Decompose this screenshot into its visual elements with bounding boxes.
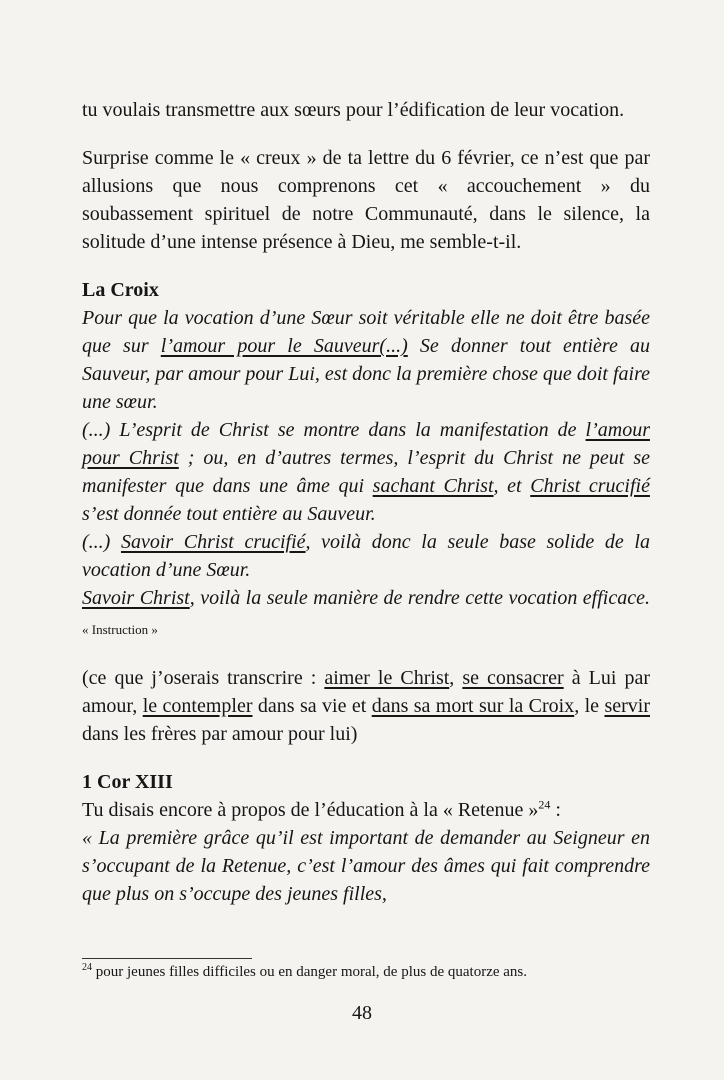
- quote-paragraph-4: Savoir Christ, voilà la seule manière de rendre cette vocation efficace. « Instruction »: [82, 587, 650, 637]
- quote-retenue: « La première grâce qu’il est important de demander au Seigneur en s’occupant de la Retenue, c’est l’amour des âmes qui fait comprendre que plus on s’occupe des jeunes filles,: [82, 827, 650, 905]
- quote-paragraph-3: (...) Savoir Christ crucifié, voilà donc la seule base solide de la vocation d’une Sœur.: [82, 531, 650, 581]
- quote-source: « Instruction »: [82, 622, 158, 637]
- quote-paragraph-1: Pour que la vocation d’une Sœur soit véritable elle ne doit être basée que sur l’amour pour le Sauveur(...) Se donner tout entière au Sauveur, par amour pour Lui, est donc la première chose que doit faire une sœur.: [82, 307, 650, 413]
- footnote: $^{24}$ pour jeunes filles difficiles ou en danger moral, de plus de quatorze ans.: [82, 962, 528, 980]
- paragraph-retenue: Tu disais encore à propos de l’éducation à la « Retenue »$^{24}$ :: [82, 797, 561, 821]
- page-body: [82, 96, 650, 908]
- paragraph-intro-1: tu voulais transmettre aux sœurs pour l’édification de leur vocation.: [82, 99, 625, 121]
- page-number: 48: [352, 1002, 372, 1024]
- footnote-rule: [82, 958, 252, 959]
- paragraph-intro-2: Surprise comme le « creux » de ta lettre du 6 février, ce n’est que par allusions que nous comprenons cet « accouchement » du soubassement spirituel de notre Communauté, dans le silence, la solitude d’une intense présence à Dieu, me semble-t-il.: [82, 147, 650, 253]
- quote-paragraph-2: (...) L’esprit de Christ se montre dans la manifestation de l’amour pour Christ ; ou, en d’autres termes, l’esprit du Christ ne peut se manifester que dans une âme qui sachant Christ, et Christ crucifié s’est donnée tout entière au Sauveur.: [82, 419, 650, 525]
- commentary-paragraph: (ce que j’oserais transcrire : aimer le Christ, se consacrer à Lui par amour, le contempler dans sa vie et dans sa mort sur la Croix, le servir dans les frères par amour pour lui): [82, 667, 650, 745]
- footnote-reference: 24: [538, 797, 551, 812]
- section-heading-1-cor-xiii: 1 Cor XIII: [82, 771, 173, 793]
- section-heading-la-croix: La Croix: [82, 279, 159, 301]
